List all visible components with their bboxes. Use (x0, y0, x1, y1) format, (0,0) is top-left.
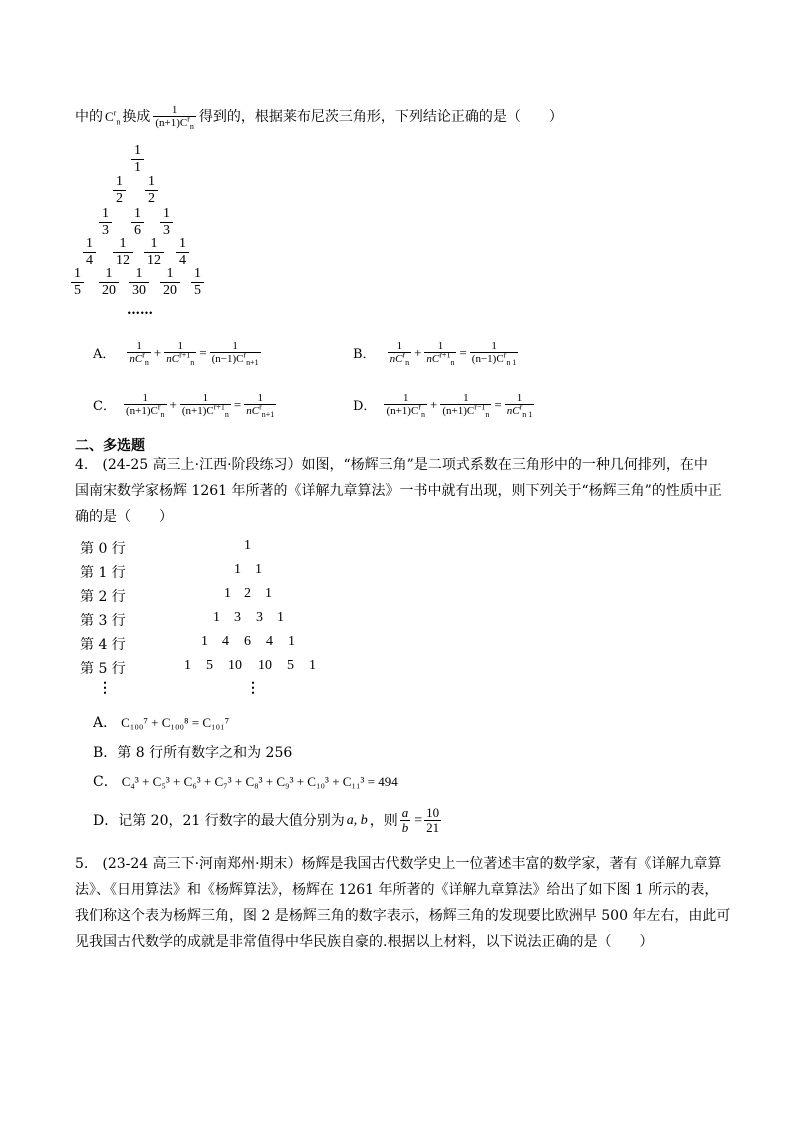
yanghui-cell: 1 (184, 658, 191, 673)
yanghui-cell: 3 (234, 610, 241, 625)
yanghui-cell: 1 (277, 610, 284, 625)
yanghui-cell: 1 (234, 562, 241, 577)
intro-prefix: 中的 (75, 108, 103, 125)
leibniz-cell: $\frac{1}{3}$ (160, 206, 173, 239)
yanghui-cell: 1 (213, 610, 220, 625)
yanghui-cell: 5 (206, 658, 213, 673)
yanghui-triangle (0, 530, 800, 705)
q5-line-2: 法》、《日用算法》和《杨辉算法》，杨辉在 1261 年所著的《详解九章算法》给出了如下图 1 所示的表， (75, 882, 719, 898)
yanghui-cell: 2 (244, 586, 251, 601)
yanghui-cell: 10 (258, 658, 272, 673)
q3-option-d: D． $\frac{1}{(n+1)C^r_n}$ + $\frac{1}{(n+1)C^{r-1}_n}$ = $\frac{1}{nC^r_{n 1}}$ (353, 392, 533, 420)
yanghui-cell: 6 (244, 634, 251, 649)
leibniz-triangle (0, 0, 800, 340)
leibniz-cell: $\frac{1}{12}$ (144, 236, 164, 269)
q3-option-b: B． $\frac{1}{nC^r_n}$ + $\frac{1}{nC^{r+1}_n}$ = $\frac{1}{(n-1)C^r_{n 1}}$ (353, 340, 517, 368)
q4-option-a: A． C₁₀₀⁷ + C₁₀₀⁸ = C₁₀₁⁷ (93, 715, 230, 731)
leibniz-cell: $\frac{1}{4}$ (83, 236, 96, 269)
q4-line-2: 国南宋数学家杨辉 1261 年所著的《详解九章算法》一书中就有出现，则下列关于“杨辉三角”的性质中正 (75, 483, 722, 499)
leibniz-cell: $\frac{1}{5}$ (191, 266, 204, 299)
q5-line-1: 5. (23-24 高三下·河南郑州·期末）杨辉是我国古代数学史上一位著述丰富的数学家，著有《详解九章算 (75, 856, 722, 872)
yanghui-cell: 5 (287, 658, 294, 673)
q4-line-3: 确的是（ ） (75, 509, 173, 525)
row-label: 第 5 行 (80, 661, 126, 677)
yanghui-cell: 3 (256, 610, 263, 625)
yanghui-cell: 4 (266, 634, 273, 649)
leibniz-cell: $\frac{1}{3}$ (99, 206, 112, 239)
leibniz-ellipsis: …… (127, 303, 153, 318)
vdots-left: ⋮ (98, 681, 112, 696)
row-label: 第 2 行 (80, 589, 126, 605)
leibniz-cell: $\frac{1}{12}$ (113, 236, 133, 269)
yanghui-cell: 1 (265, 586, 272, 601)
leibniz-cell: $\frac{1}{2}$ (113, 174, 126, 207)
q4-option-c: C． C₄³ + C₅³ + C₆³ + C₇³ + C₈³ + C₉³ + C₁₀³ + C₁₁³ = 494 (93, 774, 398, 790)
q4-line-1: 4. (24-25 高三上·江西·阶段练习）如图，“杨辉三角”是二项式系数在三角形中的一种几何排列，在中 (75, 457, 708, 473)
row-label: 第 1 行 (80, 565, 126, 581)
yanghui-cell: 1 (244, 538, 251, 553)
row-label: 第 3 行 (80, 613, 126, 629)
q3-option-c: C． $\frac{1}{(n+1)C^r_n}$ + $\frac{1}{(n+1)C^{r+1}_n}$ = $\frac{1}{nC^r_{n+1}}$ (93, 392, 275, 420)
intro-mid: 换成 (122, 108, 151, 125)
leibniz-cell: $\frac{1}{4}$ (176, 236, 189, 269)
leibniz-cell: $\frac{1}{30}$ (129, 266, 149, 299)
intro-combination: $C^r_n$ (105, 108, 121, 127)
leibniz-cell: $\frac{1}{5}$ (71, 266, 84, 299)
q4-option-d: D．记第 20，21 行数字的最大值分别为 a, b ，则 $\frac{a}{b}$ = $\frac{10}{21}$ (93, 805, 440, 835)
yanghui-cell: 1 (201, 634, 208, 649)
yanghui-cell: 1 (224, 586, 231, 601)
section-title-multiple-choice: 二、多选题 (75, 438, 145, 454)
yanghui-cell: 10 (228, 658, 242, 673)
vdots-right: ⋮ (246, 681, 260, 696)
q5-line-3: 我们称这个表为杨辉三角，图 2 是杨辉三角的数字表示，杨辉三角的发现要比欧洲早 500 年左右，由此可 (75, 908, 731, 924)
row-label: 第 4 行 (80, 637, 126, 653)
q4-option-b: B．第 8 行所有数字之和为 256 (93, 745, 293, 761)
yanghui-cell: 1 (288, 634, 295, 649)
leibniz-cell: $\frac{1}{20}$ (99, 266, 119, 299)
intro-suffix: 得到的，根据莱布尼茨三角形，下列结论正确的是（ ） (198, 108, 563, 125)
yanghui-cell: 4 (222, 634, 229, 649)
row-label: 第 0 行 (80, 541, 126, 557)
yanghui-cell: 1 (309, 658, 316, 673)
leibniz-cell: $\frac{1}{2}$ (145, 174, 158, 207)
leibniz-cell: $\frac{1}{6}$ (131, 206, 144, 239)
intro-fraction: $\frac{1}{(n+1)C^r_n}$ (155, 104, 194, 132)
q5-line-4: 见我国古代数学的成就是非常值得中华民族自豪的.根据以上材料，以下说法正确的是（ ） (75, 934, 654, 950)
yanghui-cell: 1 (255, 562, 262, 577)
leibniz-cell: $\frac{1}{1}$ (131, 143, 144, 176)
leibniz-cell: $\frac{1}{20}$ (160, 266, 180, 299)
q3-option-a: A． $\frac{1}{nC^r_n}$ + $\frac{1}{nC^{r+1}_n}$ = $\frac{1}{(n-1)C^r_{n+1}}$ (93, 340, 259, 368)
